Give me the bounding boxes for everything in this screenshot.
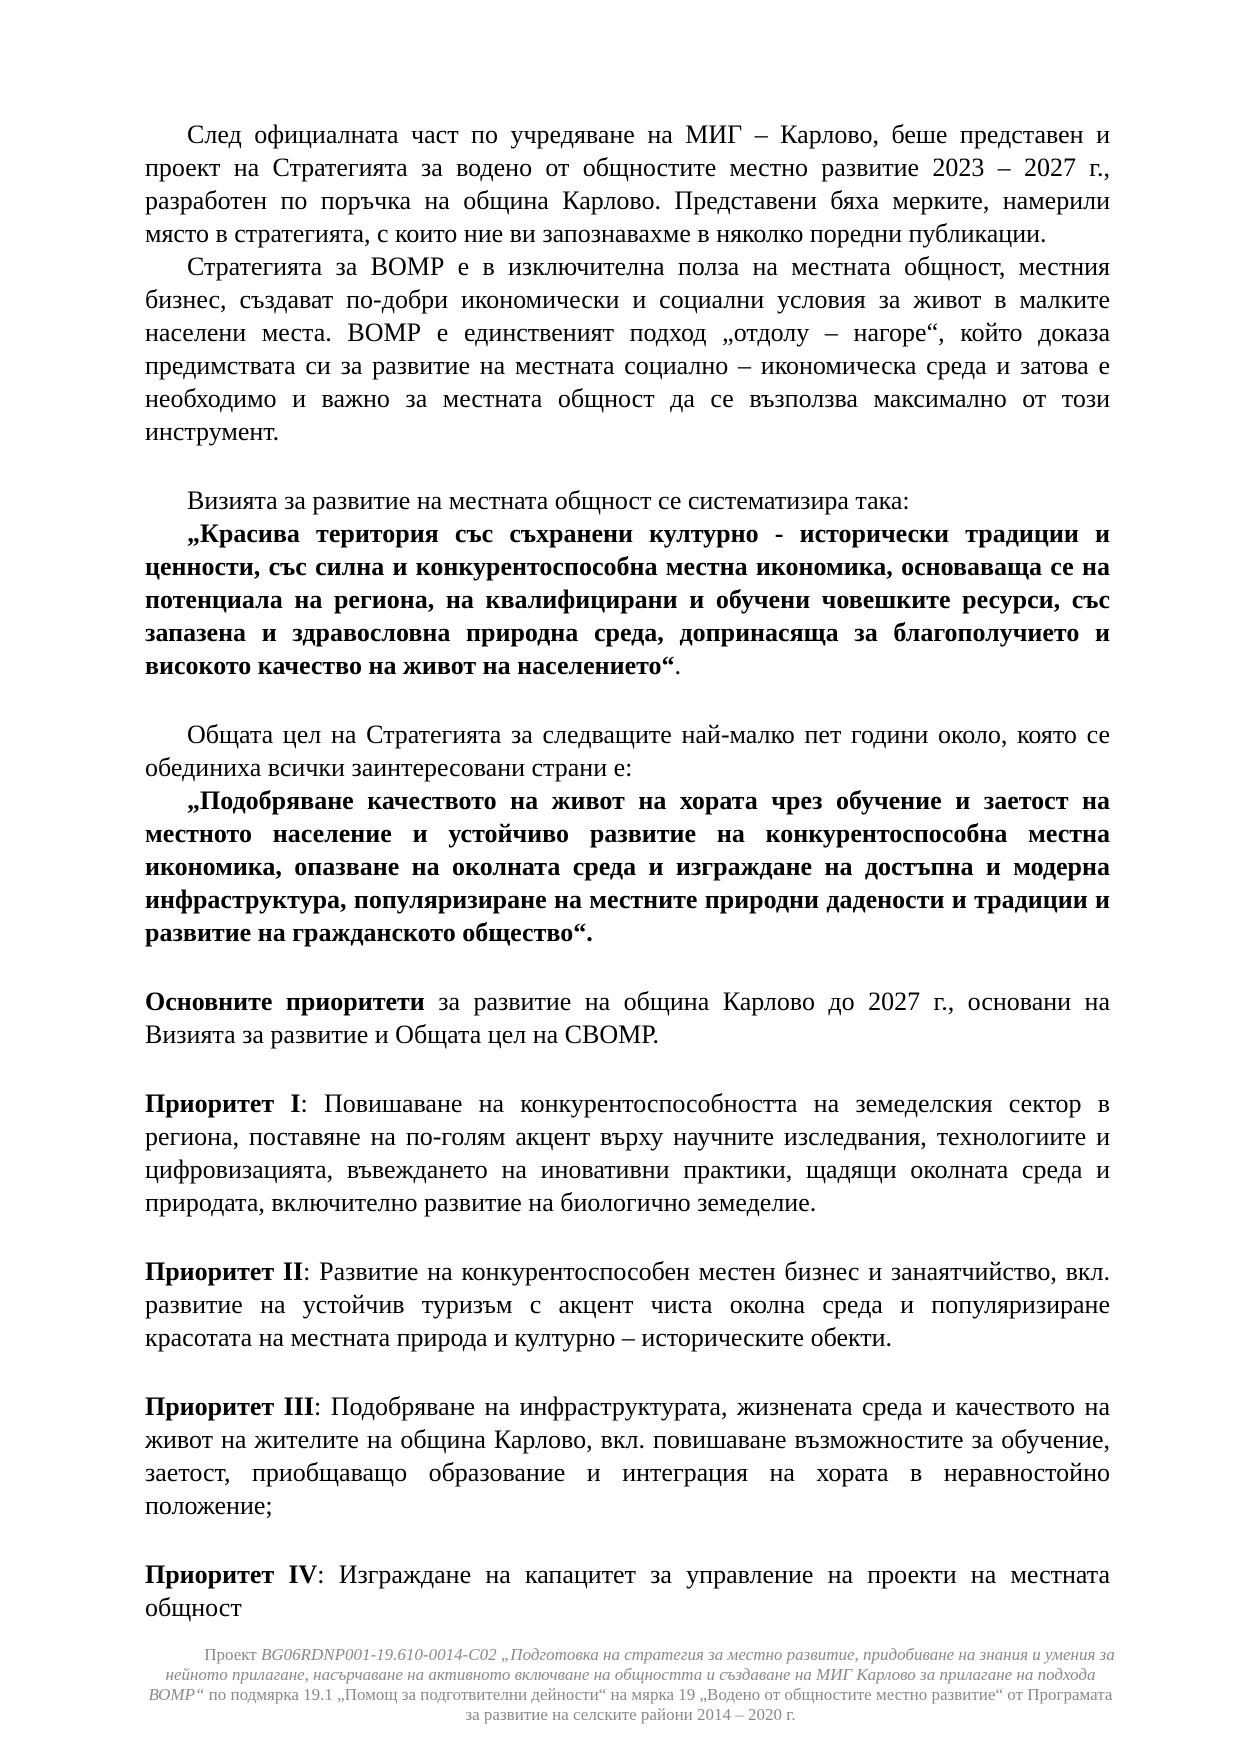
- paragraph-goal-lead: Общата цел на Стратегията за следващите най-малко пет години около, която се обединиха всички заинтересовани страни е:: [145, 720, 1110, 782]
- footer-programme-text: по подмярка 19.1 „Помощ за подготвителни дейности“ на мярка 19 „Водено от общностите местно развитие“ от Програмата за развитие на селските райони 2014 – 2020 г.: [204, 1685, 1113, 1724]
- paragraph-goal-quote: „Подобряване качеството на живот на хората чрез обучение и заетост на местното население и устойчиво развитие на конкурентоспособна местна икономика, опазване на околната среда и изграждане на достъпна и модерна инфраструктура, популяризиране на местните природни дадености и традиции и развитие на гражданското общество“.: [145, 786, 1110, 947]
- paragraph-priority-4: [145, 1558, 1110, 1624]
- priorities-intro-label: Основните приоритети: [145, 987, 425, 1016]
- footer-lead: Проект: [204, 1645, 261, 1664]
- priorities-intro-text: за развитие на община Карлово до 2027 г., основани на Визията за развитие и Общата цел на СВОМР.: [145, 987, 1110, 1049]
- priority-3-text: : Подобряване на инфраструктурата, жизнената среда и качеството на живот на жителите на община Карлово, вкл. повишаване възможностите за обучение, заетост, приобщаващо образование и интеграция на хората в неравностойно положение;: [145, 1392, 1110, 1520]
- paragraph-priorities-intro: [145, 985, 1110, 1051]
- footer-project-name: BG06RDNP001-19.610-0014-C02 „Подготовка на стратегия за местно развитие, придобиване на знания и умения за нейното прилагане, насърчаване на активното включване на общността и създаване на МИГ Карлово за прилагане на подхода ВОМР“: [148, 1645, 1115, 1704]
- paragraph-vision-lead: Визията за развитие на местната общност се систематизира така:: [187, 486, 910, 515]
- priority-4-text: : Изграждане на капацитет за управление на проекти на местната общност: [145, 1560, 1110, 1622]
- priority-2-text: : Развитие на конкурентоспособен местен бизнес и занаятчийство, вкл. развитие на устойчив туризъм с акцент чиста околна среда и популяризиране красотата на местната природа и културно – историческите обекти.: [145, 1257, 1110, 1352]
- priority-4-label: Приоритет IV: [145, 1560, 318, 1589]
- vision-quote-period: .: [674, 651, 682, 680]
- paragraph-priority-1: [145, 1087, 1110, 1219]
- priority-1-label: Приоритет I: [145, 1089, 301, 1118]
- project-footer: [145, 1645, 1116, 1725]
- paragraph-vomr-benefits: Стратегията за ВОМР е в изключителна полза на местната общност, местния бизнес, създават по-добри икономически и социални условия за живот в малките населени места. ВОМР е единственият подход „отдолу – нагоре“, който доказа предимствата си за развитие на местната социално – икономическа среда и затова е необходимо и важно за местната общност да се възползва максимално от този инструмент.: [145, 252, 1110, 446]
- vision-quote-text: „Красива територия със съхранени културно - исторически традиции и ценности, със силна и конкурентоспособна местна икономика, основаваща се на потенциала на региона, на квалифицирани и обучени човешките ресурси, със запазена и здравословна природна среда, допринасяща за благополучието и високото качество на живот на населението“: [145, 519, 1110, 680]
- paragraph-vision-quote: [145, 517, 1110, 682]
- priority-1-text: : Повишаване на конкурентоспособността на земеделския сектор в региона, поставяне на по-голям акцент върху научните изследвания, технологиите и цифровизацията, въвеждането на иновативни практики, щадящи околната среда и природата, включително развитие на биологично земеделие.: [145, 1089, 1111, 1217]
- paragraph-priority-3: [145, 1390, 1110, 1522]
- paragraph-priority-2: [145, 1255, 1110, 1354]
- priority-2-label: Приоритет II: [145, 1257, 304, 1286]
- paragraph-intro: След официалната част по учредяване на МИГ – Карлово, беше представен и проект на Стратегията за водено от общностите местно развитие 2023 – 2027 г., разработен по поръчка на община Карлово. Представени бяха мерките, намерили място в стратегията, с които ние ви запознавахме в няколко поредни публикации.: [145, 120, 1110, 248]
- priority-3-label: Приоритет III: [145, 1392, 315, 1421]
